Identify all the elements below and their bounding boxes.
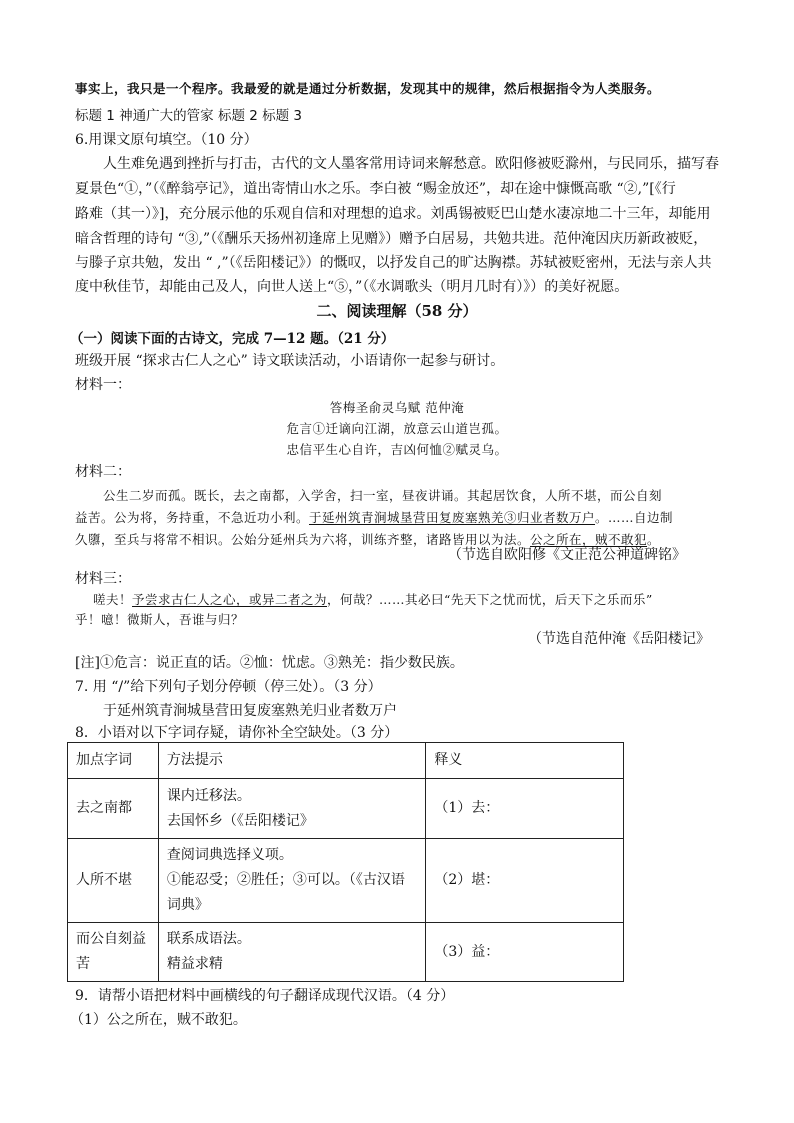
material3-label: 材料三：: [75, 571, 131, 587]
m2-text: 。……自边制: [595, 510, 674, 525]
table-row: [68, 839, 624, 923]
part1-intro: 班级开展 “探求古仁人之心” 诗文联读活动，小语请你一起参与研讨。: [75, 353, 505, 369]
part1-title: （一）阅读下面的古诗文，完成 7—12 题。（21 分）: [70, 331, 395, 347]
method-line: 词典》: [166, 897, 209, 913]
method-line: 查阅词典选择义项。: [166, 847, 293, 863]
table-cell-word: 去之南都: [68, 779, 159, 839]
table-header-cell: 释义: [426, 743, 624, 779]
table-cell-method: [158, 839, 425, 923]
m2-text: 久隳，至兵与将常不相识。公始分延州兵为六将，训练齐整，诸路皆用以为法。: [75, 532, 531, 547]
method-line: 去国怀乡（《岳阳楼记》: [166, 812, 314, 829]
heading-options: 标题 1 神通广大的管家 标题 2 标题 3: [75, 108, 303, 124]
q6-title: 6.用课文原句填空。（10 分）: [75, 132, 258, 148]
q6-line-6: 度中秋佳节，却能由己及人，向世人送上“⑤，”（《水调歌头（明月几时有）》）的美好祝愿。: [75, 279, 629, 295]
table-cell-meaning[interactable]: （1）去：: [426, 779, 624, 839]
q6-line-4: 暗含哲理的诗句 “③,”（《酬乐天扬州初逢席上见赠》）赠予白居易，共勉共进。范仲淹因庆历新政被贬，: [75, 231, 708, 247]
table-cell-meaning[interactable]: （3）益：: [426, 923, 624, 982]
table-row: [68, 923, 624, 982]
q6-line-1: 人生难免遇到挫折与打击，古代的文人墨客常用诗词来解愁意。欧阳修被贬滁州，与民同乐，描写春: [103, 156, 719, 172]
table-cell-method: [158, 923, 425, 982]
poem-line-1: 危言①迁谪向江湖，放意云山道岂孤。: [286, 421, 508, 436]
m2-underlined-sentence-2: 公之所在，贼不敢犯: [530, 532, 648, 547]
q7-title: 7. 用 “/”给下列句子划分停顿（停三处）。（3 分）: [75, 679, 382, 695]
q6-line-3: 路难（其一）》]，充分展示他的乐观自信和对理想的追求。刘禹锡被贬巴山楚水凄凉地二十三年，却能用: [75, 206, 711, 222]
m2-source: （节选自欧阳修《文正范公神道碑铭》: [448, 547, 686, 563]
q8-title: 8．小语对以下字词存疑，请你补全空缺处。（3 分）: [75, 725, 399, 741]
section2-title: 二、阅读理解（58 分）: [316, 302, 478, 320]
q9-item-1: （1）公之所在，贼不敢犯。: [70, 1012, 247, 1028]
m2-line-1: 公生二岁而孤。既长，去之南都，入学舍，扫一室，昼夜讲诵。其起居饮食，人所不堪，而公自刻: [103, 488, 663, 503]
q9-title: 9．请帮小语把材料中画横线的句子翻译成现代汉语。（4 分）: [75, 988, 455, 1004]
table-cell-word: 人所不堪: [68, 839, 159, 923]
m2-line-2: [75, 508, 673, 526]
m3-line-2: 乎！噫！微斯人，吾谁与归？: [75, 612, 245, 627]
table-header-cell: 加点字词: [68, 743, 159, 779]
table-header-cell: 方法提示: [158, 743, 425, 779]
m3-underlined-sentence: 予尝求古仁人之心，或异二者之为: [132, 592, 328, 607]
m2-underlined-sentence-1: 于延州筑青涧城垦营田复废塞熟羌③归业者数万户: [309, 510, 596, 525]
q8-table: [67, 742, 624, 982]
intro-line: 事实上，我只是一个程序。我最爱的就是通过分析数据，发现其中的规律，然后根据指令为人类服务。: [75, 81, 661, 96]
q7-sentence: 于延州筑青涧城垦营田复废塞熟羌归业者数万户: [103, 703, 397, 719]
poem-title: 答梅圣俞灵乌赋 范仲淹: [329, 400, 465, 415]
table-header-row: [68, 743, 624, 779]
m3-text: ，何哉？……其必曰“先天下之忧而忧，后天下之乐而乐”: [327, 592, 653, 607]
method-line: ①能忍受；②胜任；③可以。（《古汉语: [166, 872, 405, 888]
material2-label: 材料二：: [75, 464, 131, 480]
m2-text: 。: [647, 532, 661, 547]
q6-line-2: 夏景色“①，”（《醉翁亭记》，道出寄情山水之乐。李白被 “赐金放还”，却在途中慷慨高歌 “②,”[《行: [75, 181, 676, 197]
table-cell-meaning[interactable]: （2）堪：: [426, 839, 624, 923]
method-line: 联系成语法。: [166, 931, 251, 947]
method-line: 精益求精: [166, 956, 223, 972]
m2-text: 益苦。公为将，务持重，不急近功小利。: [75, 510, 310, 525]
method-line: 课内迁移法。: [166, 787, 251, 804]
material1-label: 材料一：: [75, 377, 131, 393]
m3-source: （节选自范仲淹《岳阳楼记》: [528, 631, 710, 647]
m3-text: 嗟夫！: [93, 592, 133, 607]
table-cell-method: [158, 779, 425, 839]
poem-line-2: 忠信平生心自许，吉凶何恤②赋灵乌。: [286, 442, 508, 457]
q6-line-5: 与滕子京共勉，发出 “ ,”（《岳阳楼记》）的慨叹，以抒发自己的旷达胸襟。苏轼被贬密州，无法与亲人共: [75, 255, 712, 271]
m3-line-1: [93, 590, 653, 608]
table-row: [68, 779, 624, 839]
notes: [注]①危言：说正直的话。②恤：忧虑。③熟羌：指少数民族。: [75, 655, 464, 671]
table-cell-word: 而公自刻益苦: [68, 923, 159, 982]
